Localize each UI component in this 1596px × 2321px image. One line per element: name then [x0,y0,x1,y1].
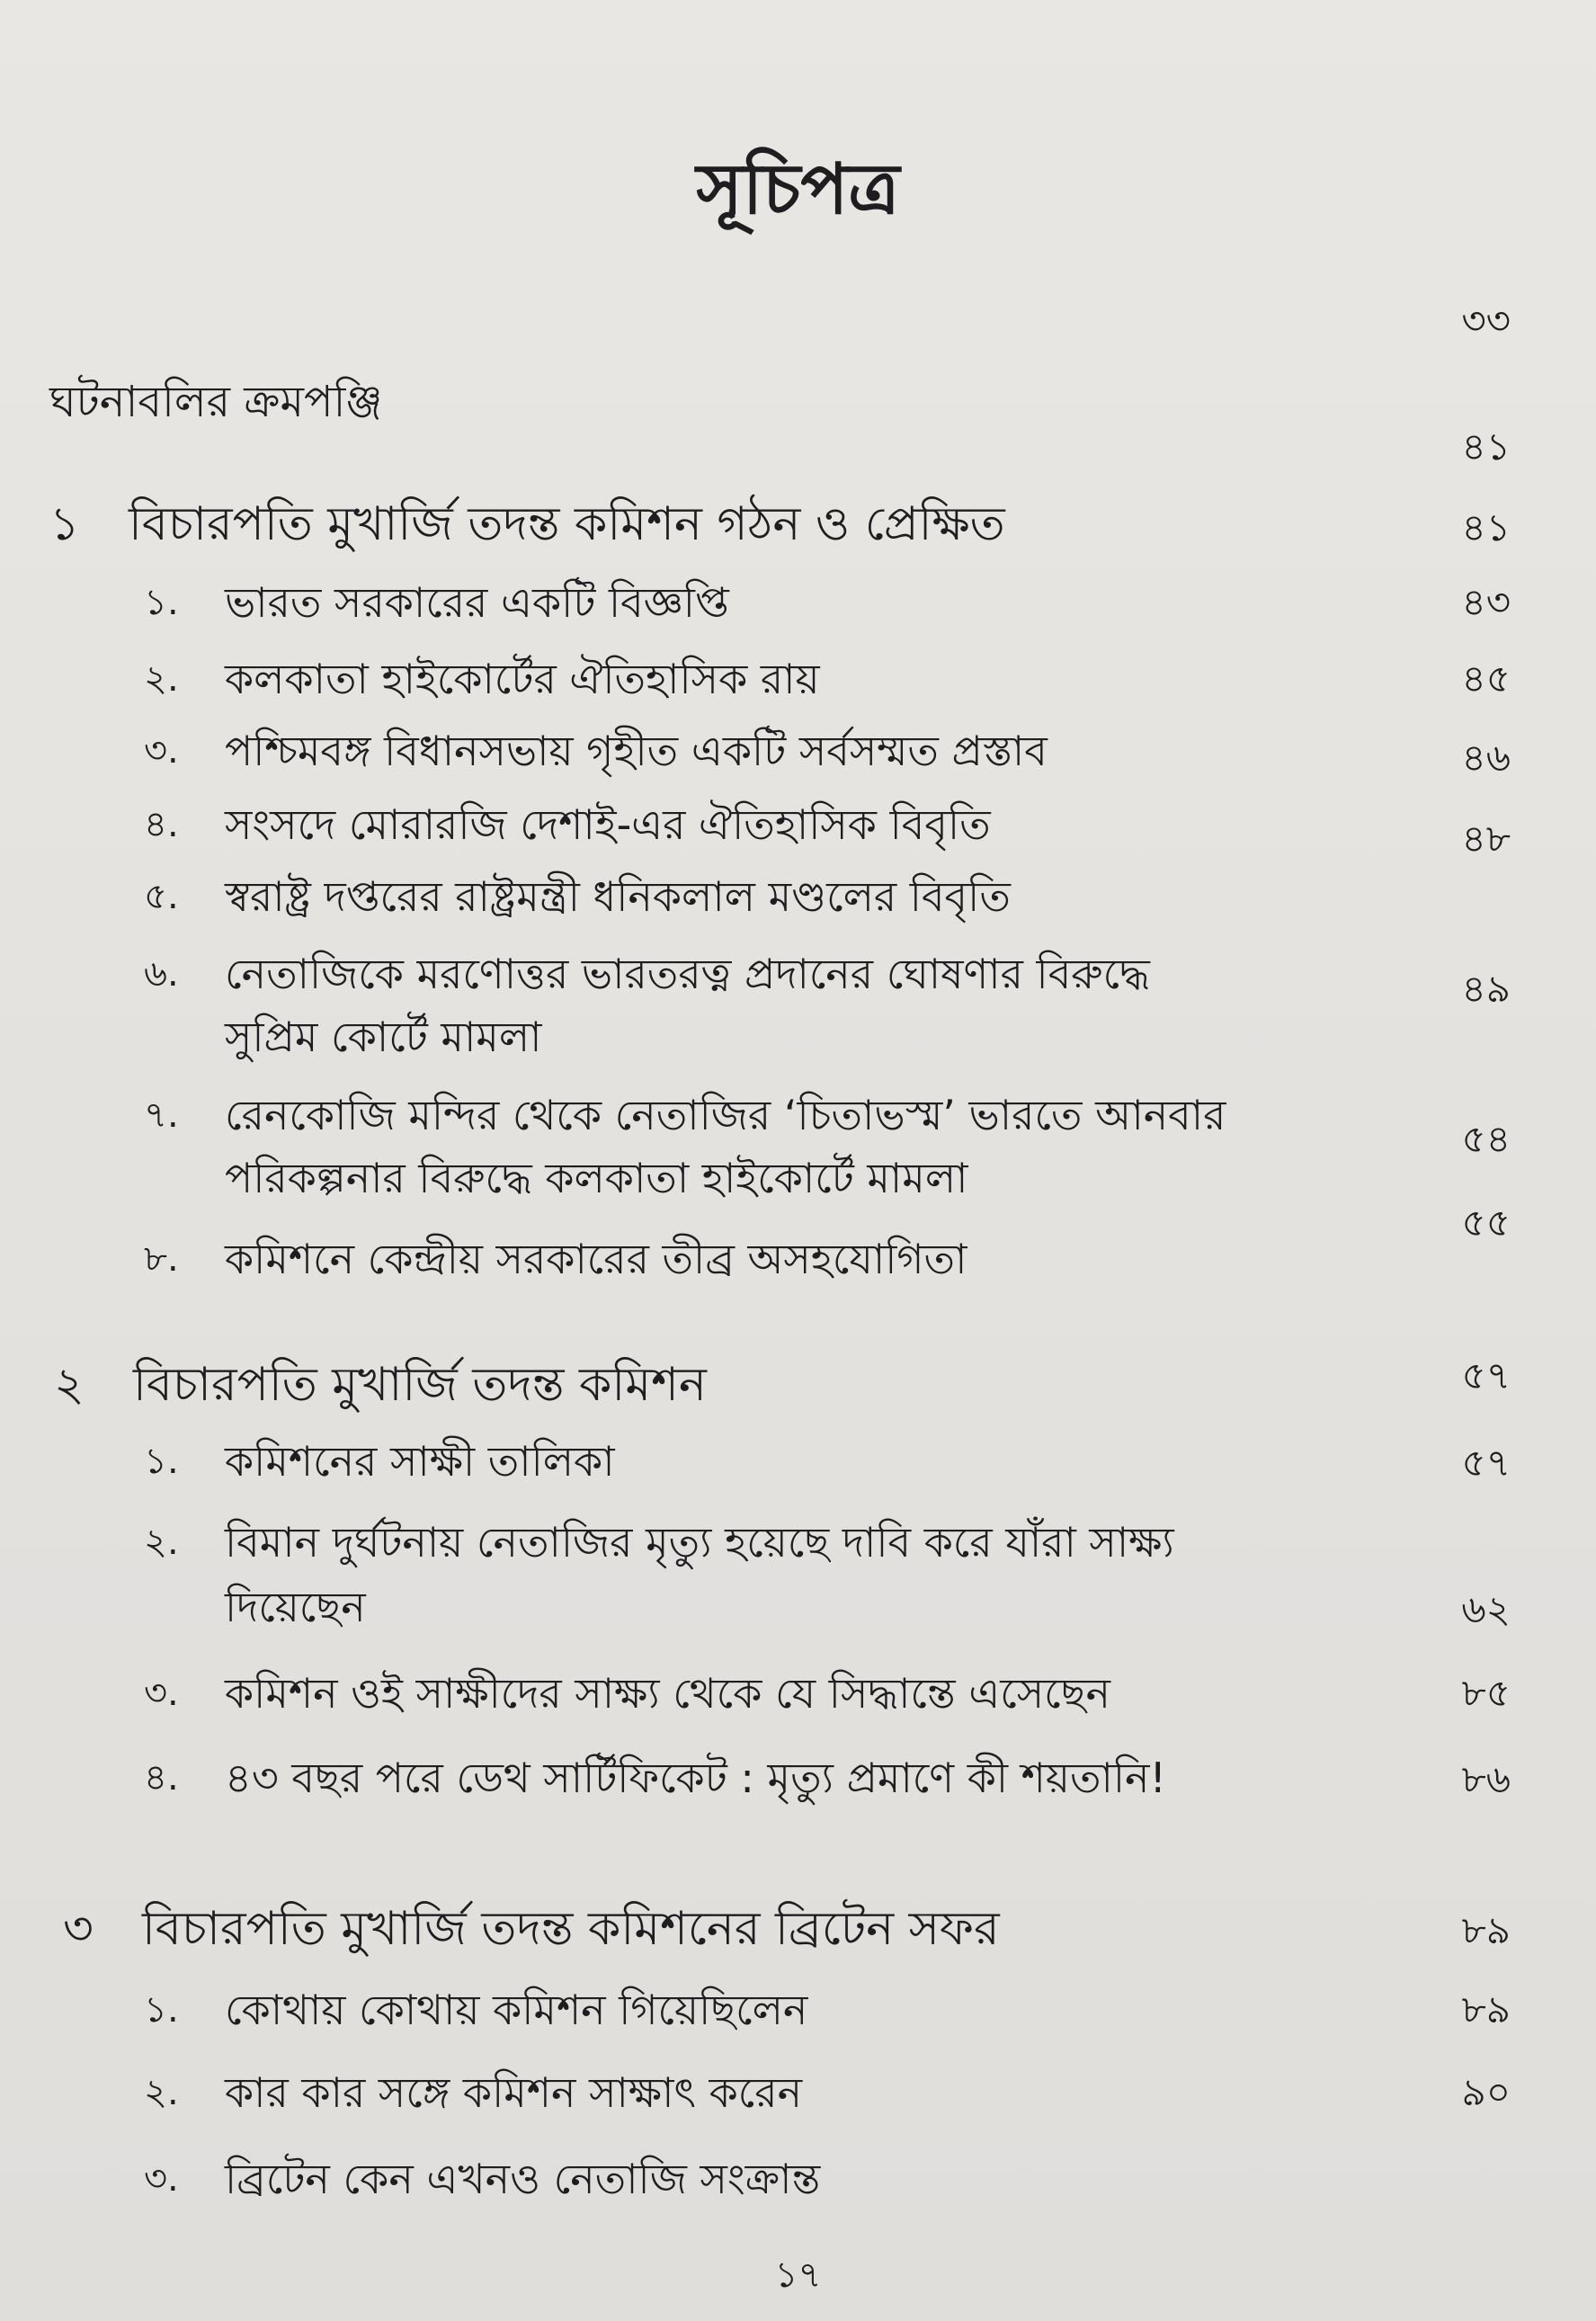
entry-1-5-page: ৪৮ [1461,817,1511,861]
chapter-3-title: বিচারপতি মুখার্জি তদন্ত কমিশনের ব্রিটেন সফর [142,1902,1000,1956]
entry-3-2[interactable] [144,2061,1403,2124]
chapter-1-title: বিচারপতি মুখার্জি তদন্ত কমিশন গঠন ও প্রেক্ষিত [129,497,1005,551]
entry-number: ১. [144,1989,179,2031]
entry-number: ৭. [144,1094,179,1136]
entry-number: ৪. [144,1757,179,1799]
entry-1-8[interactable] [144,1227,1403,1290]
entry-1-7-continued[interactable] [144,1147,1403,1210]
entry-3-3[interactable] [144,2147,1403,2210]
chapter-1-heading[interactable] [49,493,1398,556]
entry-text: ব্রিটেন কেন এখনও নেতাজি সংক্রান্ত [225,2155,821,2203]
entry-number: ৬. [144,953,179,995]
entry-1-4-page: ৪৬ [1461,736,1511,780]
entry-1-1-page: ৪১ [1461,505,1511,549]
chronology-entry[interactable] [49,370,1398,433]
chapter-3-number: ৩ [63,1902,94,1956]
entry-text: স্বরাষ্ট্র দপ্তরের রাষ্ট্রমন্ত্রী ধনিকলাল মণ্ডলের বিবৃতি [225,872,1011,921]
first-page-number: ৩৩ [1461,299,1511,343]
chapter-2-title: বিচারপতি মুখার্জি তদন্ত কমিশন [133,1358,707,1412]
entry-2-2[interactable] [144,1511,1403,1574]
entry-1-4[interactable] [144,793,1403,856]
entry-text: দিয়েছেন [225,1583,366,1631]
chapter-1-page: ৪১ [1461,424,1511,469]
entry-text: কমিশন ওই সাক্ষীদের সাক্ষ্য থেকে যে সিদ্ধান্তে এসেছেন [225,1669,1110,1718]
entry-1-7[interactable] [144,1084,1403,1147]
entry-number: ৮. [144,1238,179,1280]
entry-1-2-page: ৪৩ [1461,580,1511,624]
entry-number: ২. [144,2072,179,2113]
entry-text: কমিশনে কেন্দ্রীয় সরকারের তীব্র অসহযোগিতা [225,1235,967,1283]
page-folio: ১৭ [774,2254,822,2296]
chronology-label: ঘটনাবলির ক্রমপঞ্জি [49,377,383,427]
page-title: সূচিপত্র [696,149,900,230]
entry-1-8-page: ৫৫ [1461,1201,1511,1245]
entry-3-1[interactable] [144,1978,1403,2041]
entry-text: সংসদে মোরারজি দেশাই-এর ঐতিহাসিক বিবৃতি [225,800,991,849]
chapter-2-number: ২ [54,1358,85,1412]
entry-text: কার কার সঙ্গে কমিশন সাক্ষাৎ করেন [225,2068,803,2117]
entry-number: ৩. [144,1673,179,1714]
entry-number: ৩. [144,2158,179,2200]
entry-text: কমিশনের সাক্ষী তালিকা [225,1437,615,1486]
entry-text: পরিকল্পনার বিরুদ্ধে কলকাতা হাইকোর্টে মামলা [225,1154,968,1202]
entry-1-5[interactable] [144,865,1403,928]
chapter-2-page: ৫৭ [1461,1353,1511,1397]
entry-1-1[interactable] [144,571,1403,634]
entry-number: ৪. [144,804,179,845]
entry-number: ২. [144,658,179,700]
entry-1-7-page: ৫৪ [1461,1117,1511,1161]
entry-2-1-page: ৫৭ [1461,1441,1511,1485]
entry-text: ৪৩ বছর পরে ডেথ সার্টিফিকেট : মৃত্যু প্রমাণে কী শয়তানি! [225,1754,1166,1802]
entry-3-2-page: ৯০ [1461,2070,1511,2114]
entry-text: নেতাজিকে মরণোত্তর ভারতরত্ন প্রদানের ঘোষণার বিরুদ্ধে [225,950,1150,998]
entry-1-3-page: ৪৫ [1461,656,1511,701]
entry-text: পশ্চিমবঙ্গ বিধানসভায় গৃহীত একটি সর্বসম্মত প্রস্তাব [225,727,1048,775]
chapter-3-heading[interactable] [63,1897,1412,1960]
chapter-3-page: ৮৯ [1461,1908,1511,1952]
entry-text: রেনকোজি মন্দির থেকে নেতাজির ‘চিতাভস্ম’ ভারতে আনবার [225,1091,1226,1139]
entry-number: ৩. [144,730,179,772]
entry-text: সুপ্রিম কোর্টে মামলা [225,1013,542,1061]
entry-number: ১. [144,1441,179,1482]
entry-text: কলকাতা হাইকোর্টের ঐতিহাসিক রায় [225,655,820,703]
chapter-1-number: ১ [49,497,80,551]
entry-text: কোথায় কোথায় কমিশন গিয়েছিলেন [225,1986,808,2034]
entry-2-3[interactable] [144,1662,1403,1725]
entry-text: বিমান দুর্ঘটনায় নেতাজির মৃত্যু হয়েছে দাবি করে যাঁরা সাক্ষ্য [225,1518,1174,1567]
entry-number: ১. [144,582,179,623]
entry-2-1[interactable] [144,1430,1403,1493]
entry-3-1-page: ৮৯ [1461,1987,1511,2031]
entry-2-4[interactable] [144,1746,1403,1809]
entry-1-6-continued[interactable] [144,1005,1403,1068]
entry-2-4-page: ৮৬ [1461,1757,1511,1801]
entry-number: ২. [144,1522,179,1563]
entry-number: ৫. [144,876,179,917]
entry-1-6[interactable] [144,942,1403,1005]
entry-text: ভারত সরকারের একটি বিজ্ঞপ্তি [225,578,729,627]
entry-1-2[interactable] [144,647,1403,710]
entry-1-6-page: ৪৯ [1461,967,1511,1011]
entry-2-3-page: ৮৫ [1461,1671,1511,1715]
entry-1-3[interactable] [144,719,1403,782]
entry-2-2-page: ৬২ [1461,1587,1511,1631]
entry-2-2-continued[interactable] [144,1576,1403,1638]
chapter-2-heading[interactable] [54,1353,1403,1416]
